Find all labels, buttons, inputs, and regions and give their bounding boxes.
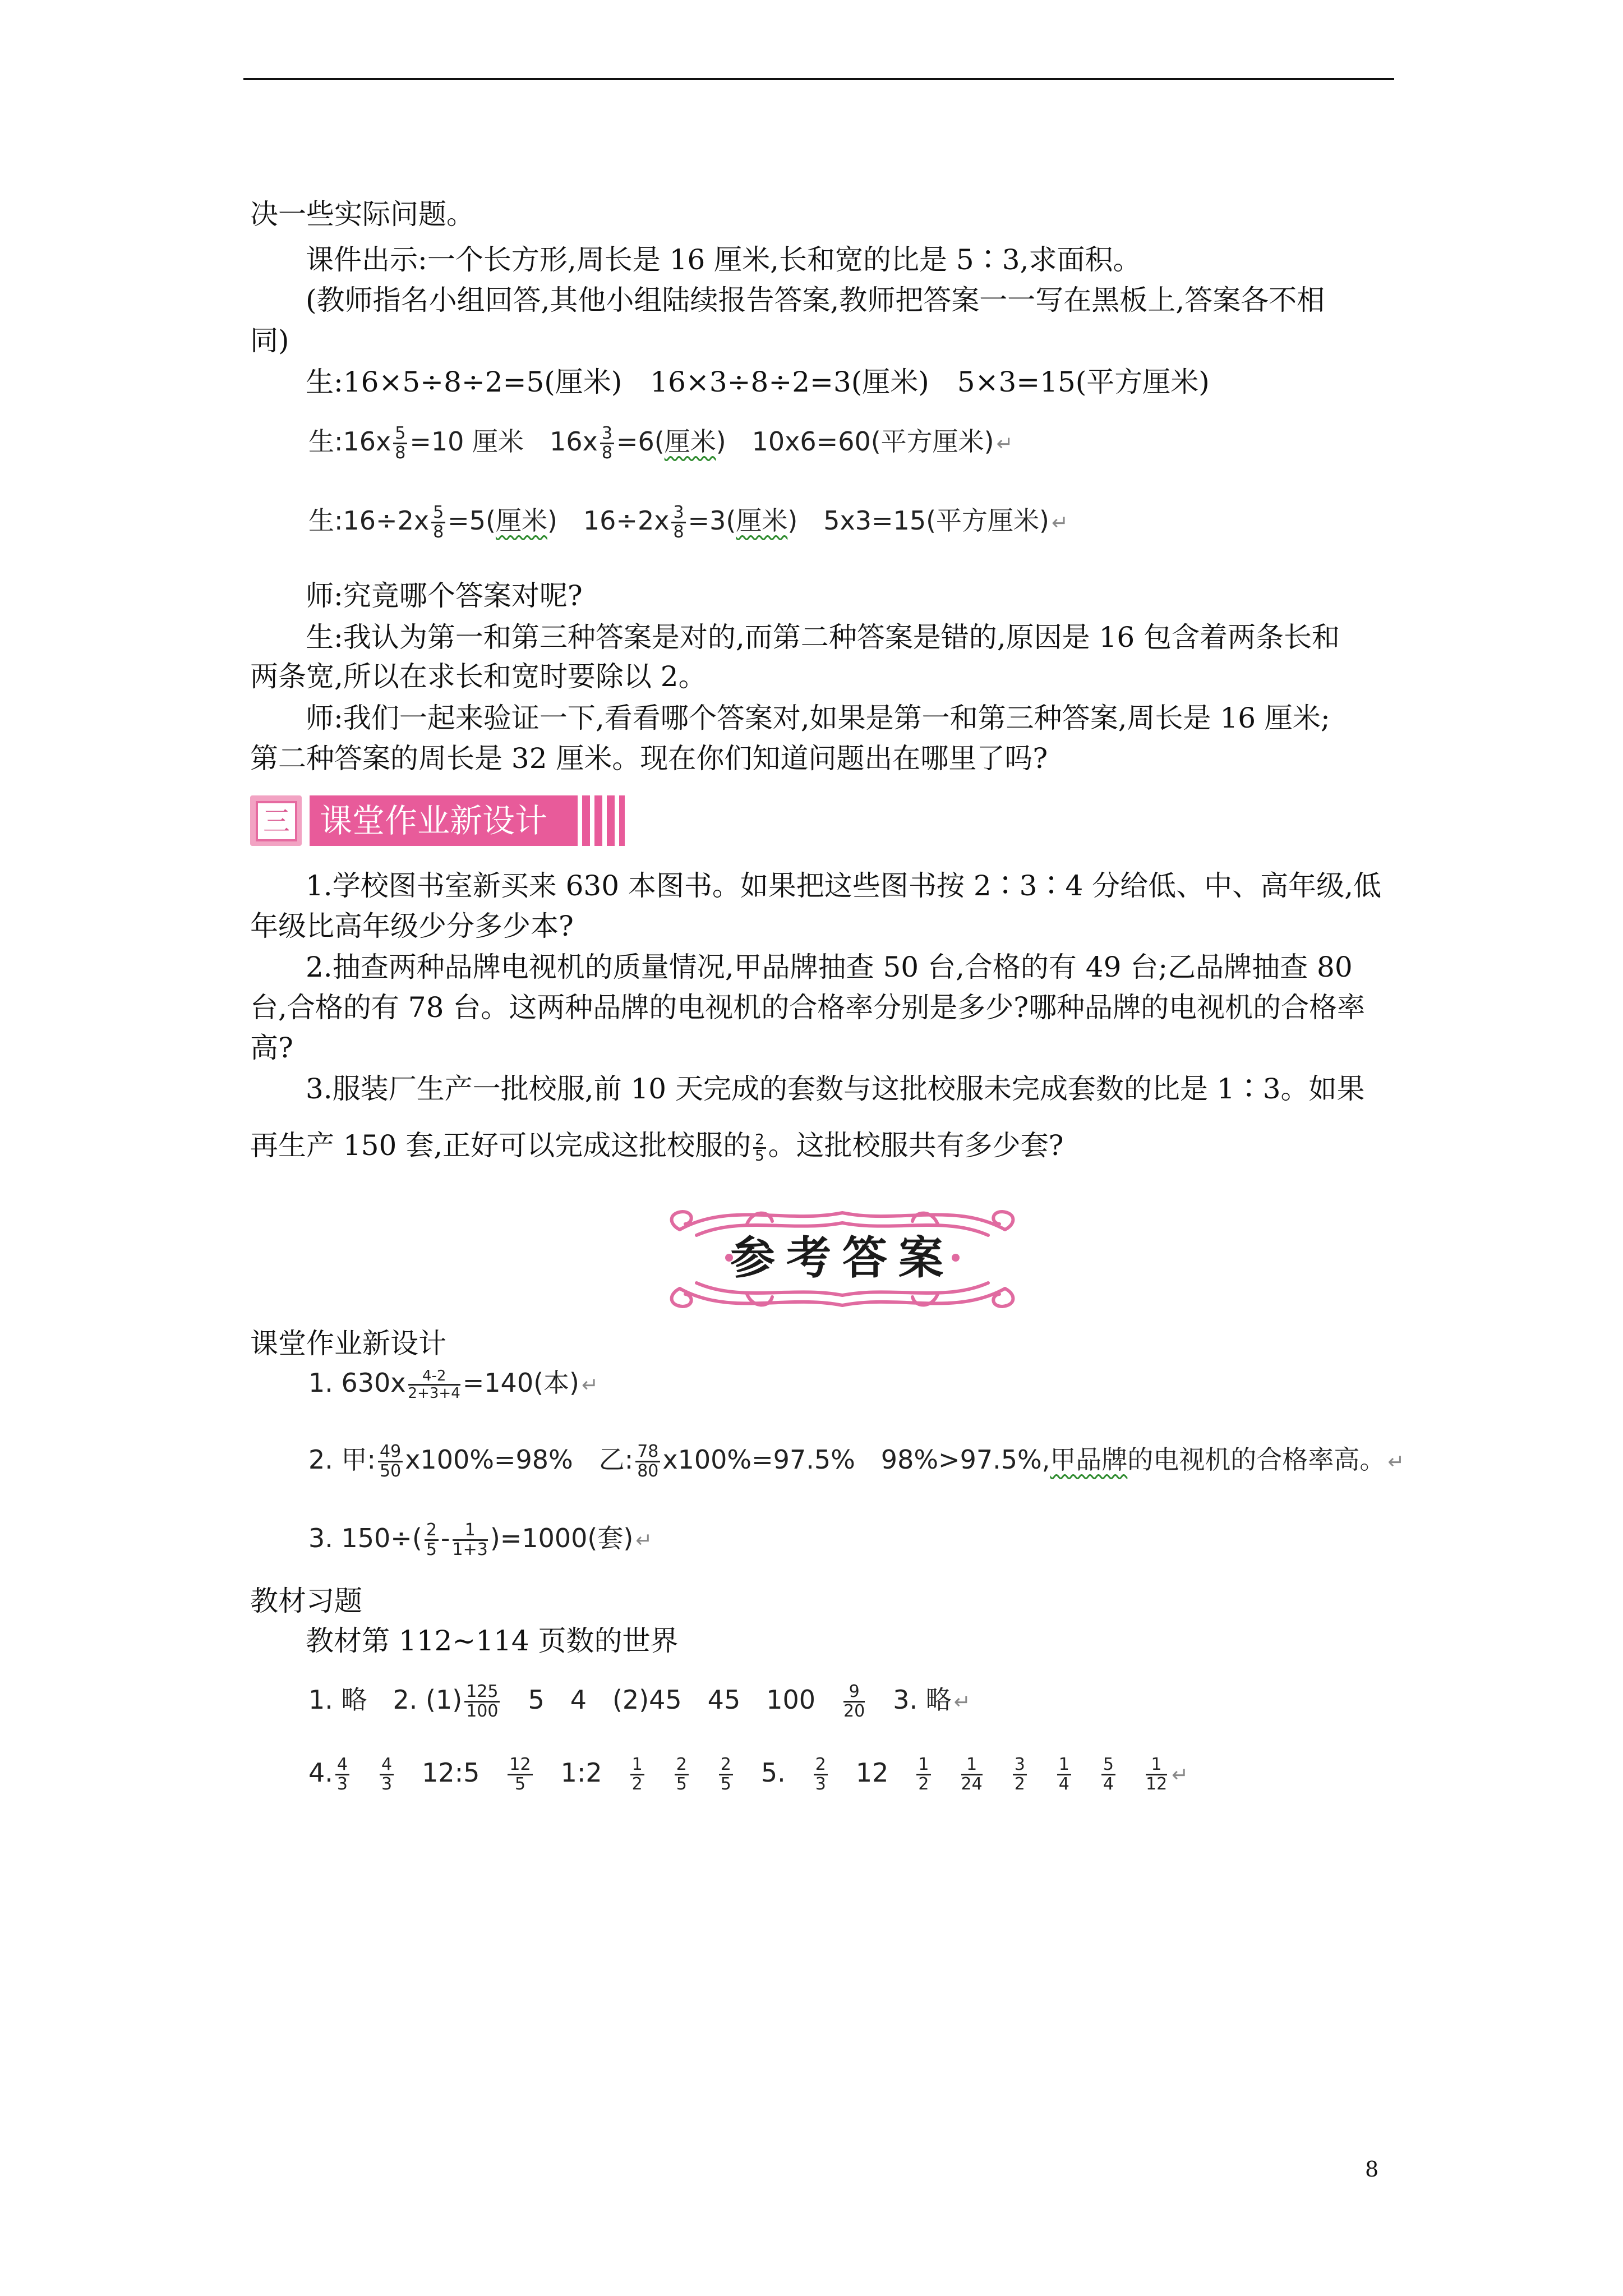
answer-row-1	[308, 1367, 598, 1401]
fraction	[916, 1756, 930, 1793]
fraction	[464, 1683, 500, 1720]
answer-text: 2. 甲:	[308, 1444, 376, 1475]
exercise-line: 高?	[250, 1032, 293, 1064]
fraction-numerator: 2	[675, 1756, 689, 1775]
fraction-denominator: 2	[918, 1774, 929, 1794]
exercise-text: 再生产 150 套,正好可以完成这批校服的	[250, 1129, 751, 1162]
fraction	[1057, 1756, 1071, 1793]
answer-text: 1:2	[560, 1757, 602, 1788]
answer-row-5	[308, 1756, 1188, 1793]
fraction-denominator: 2	[1014, 1774, 1025, 1794]
answer-banner	[663, 1190, 1022, 1325]
fraction-numerator: 9	[843, 1683, 865, 1703]
fraction	[961, 1756, 983, 1793]
answer-text: 生:16÷2x	[308, 505, 430, 536]
student-answer-image-2	[308, 504, 1068, 541]
banner-stripe	[602, 795, 607, 846]
fraction-denominator: 8	[601, 443, 612, 463]
text-line: 第二种答案的周长是 32 厘米。现在你们知道问题出在哪里了吗?	[250, 742, 1048, 775]
fraction	[508, 1756, 532, 1793]
fraction-numerator: 5	[1101, 1756, 1115, 1775]
answer-text: =6(	[616, 426, 665, 457]
fraction	[1101, 1756, 1115, 1793]
text-line: 生:16×5÷8÷2=5(厘米) 16×3÷8÷2=3(厘米) 5×3=15(平方厘米)	[306, 366, 1210, 398]
answer-text: ) 16÷2x	[547, 505, 670, 536]
answer-heading: 课堂作业新设计	[250, 1327, 446, 1360]
fraction-denominator: 50	[380, 1461, 402, 1481]
exercise-line: 2.抽查两种品牌电视机的质量情况,甲品牌抽查 50 台,合格的有 49 台;乙品牌抽查 80	[306, 951, 1353, 983]
fraction-denominator: 20	[843, 1701, 865, 1721]
fraction	[425, 1521, 439, 1559]
answer-subheading: 教材第 112~114 页数的世界	[306, 1625, 679, 1657]
fraction	[453, 1521, 488, 1559]
answer-text: =10 厘米 16x	[409, 426, 598, 457]
text-line: 生:我认为第一和第三种答案是对的,而第二种答案是错的,原因是 16 包含着两条长和	[306, 621, 1340, 654]
answer-banner-title: 参考答案	[730, 1231, 955, 1284]
fraction-numerator: 2	[719, 1756, 733, 1775]
fraction	[1146, 1756, 1167, 1793]
answer-text: 5.	[760, 1757, 786, 1788]
fraction	[671, 504, 685, 541]
answer-text: =140(本)	[462, 1368, 579, 1398]
fraction	[843, 1683, 865, 1720]
fraction-numerator: 3	[600, 425, 614, 444]
answer-items	[333, 1755, 1169, 1794]
fraction-numerator: 12	[508, 1756, 532, 1775]
fraction	[378, 1443, 403, 1480]
paragraph-mark-icon: ↵	[1387, 1451, 1405, 1474]
answer-text: 3. 150÷(	[308, 1523, 422, 1553]
fraction	[600, 425, 614, 462]
fraction-numerator: 4	[335, 1756, 349, 1775]
answer-text: )=1000(套)	[490, 1523, 634, 1553]
underlined-text: 厘米	[495, 505, 547, 536]
fraction	[675, 1756, 689, 1793]
answer-text: 的电视机的合格率高。	[1127, 1444, 1386, 1475]
exercise-line: 台,合格的有 78 台。这两种品牌的电视机的合格率分别是多少?哪种品牌的电视机的合格率	[250, 991, 1366, 1024]
answer-text: 1. 略 2. (1)	[308, 1685, 463, 1715]
paragraph-mark-icon: ↵	[953, 1691, 971, 1714]
fraction-denominator: 2	[631, 1774, 643, 1794]
header-rule	[243, 78, 1394, 80]
fraction-numerator: 2	[425, 1521, 439, 1541]
answer-text: x100%=97.5% 98%>97.5%,	[662, 1444, 1050, 1475]
fraction-denominator: 5	[514, 1774, 526, 1794]
text-line: 决一些实际问题。	[250, 198, 474, 231]
fraction-denominator: 8	[673, 522, 684, 542]
fraction-numerator: 49	[378, 1443, 403, 1462]
fraction-numerator: 1	[453, 1521, 488, 1541]
fraction-numerator: 4	[380, 1756, 394, 1775]
exercise-line	[250, 1129, 1063, 1163]
fraction-denominator: 3	[336, 1774, 348, 1794]
fraction-denominator: 80	[637, 1461, 659, 1481]
fraction	[431, 504, 445, 541]
answer-row-3	[308, 1521, 652, 1559]
fraction-denominator: 100	[466, 1701, 499, 1721]
answer-text: -	[440, 1523, 450, 1553]
student-answer-image-1	[308, 425, 1013, 462]
exercise-line: 年级比高年级少分多少本?	[250, 910, 574, 942]
fraction-denominator: 5	[676, 1774, 687, 1794]
answer-text: 4.	[308, 1757, 333, 1788]
fraction-denominator: 4	[1103, 1774, 1114, 1794]
fraction	[635, 1443, 660, 1480]
banner-stripe	[615, 795, 619, 846]
underlined-text: 厘米	[664, 426, 716, 457]
fraction-numerator: 125	[464, 1683, 500, 1703]
answer-text: 12	[855, 1757, 889, 1788]
paragraph-mark-icon: ↵	[1172, 1764, 1189, 1787]
section-number-box	[250, 795, 302, 846]
fraction-denominator: 5	[720, 1774, 731, 1794]
section-banner	[250, 795, 625, 846]
fraction-denominator: 5	[426, 1540, 437, 1559]
fraction	[335, 1756, 349, 1793]
section-number: 三	[256, 801, 297, 841]
answer-row-2	[308, 1443, 1405, 1480]
text-line: 两条宽,所以在求长和宽时要除以 2。	[250, 660, 707, 693]
text-line: (教师指名小组回答,其他小组陆续报告答案,教师把答案一一写在黑板上,答案各不相	[306, 284, 1325, 316]
fraction-numerator: 1	[916, 1756, 930, 1775]
underlined-text: 甲品牌	[1050, 1444, 1128, 1475]
fraction	[753, 1133, 766, 1163]
text-line: 师:究竟哪个答案对呢?	[306, 579, 583, 612]
fraction-denominator: 1+3	[452, 1540, 488, 1559]
text-line: 同)	[250, 324, 289, 357]
fraction-numerator: 3	[671, 504, 685, 523]
text-line: 课件出示:一个长方形,周长是 16 厘米,长和宽的比是 5∶3,求面积。	[306, 243, 1141, 276]
fraction-numerator: 4-2	[408, 1368, 460, 1386]
paragraph-mark-icon: ↵	[996, 432, 1013, 455]
fraction-numerator: 1	[630, 1756, 644, 1775]
paragraph-mark-icon: ↵	[1051, 512, 1069, 535]
answer-text: =3(	[688, 505, 736, 536]
exercise-line: 3.服装厂生产一批校服,前 10 天完成的套数与这批校服未完成套数的比是 1∶3。如果	[306, 1073, 1365, 1105]
fraction-denominator: 4	[1058, 1774, 1069, 1794]
fraction-numerator: 3	[1013, 1756, 1027, 1775]
banner-stripe	[590, 795, 594, 846]
fraction-denominator: 8	[433, 522, 444, 542]
fraction-denominator: 2+3+4	[408, 1385, 460, 1402]
fraction-denominator: 12	[1145, 1774, 1168, 1794]
fraction-denominator: 5	[755, 1147, 764, 1165]
underlined-text: 厘米	[736, 505, 788, 536]
fraction	[630, 1756, 644, 1793]
answer-text: ) 10x6=60(平方厘米)	[716, 426, 994, 457]
answer-text: =5(	[448, 505, 496, 536]
banner-stripe	[578, 795, 582, 846]
paragraph-mark-icon: ↵	[582, 1374, 599, 1397]
answer-text: ) 5x3=15(平方厘米)	[787, 505, 1049, 536]
fraction-numerator: 5	[393, 425, 407, 444]
answer-text: 12:5	[422, 1757, 480, 1788]
fraction-denominator: 24	[961, 1774, 983, 1794]
fraction	[380, 1756, 394, 1793]
paragraph-mark-icon: ↵	[635, 1529, 653, 1552]
page-number: 8	[1365, 2157, 1379, 2182]
fraction	[1013, 1756, 1027, 1793]
answer-row-4	[308, 1683, 971, 1720]
fraction-numerator: 78	[635, 1443, 660, 1462]
answer-text: 5 4 (2)45 45 100	[502, 1685, 842, 1715]
fraction	[814, 1756, 828, 1793]
answer-text: 生:16x	[308, 426, 391, 457]
fraction	[393, 425, 407, 462]
answer-heading: 教材习题	[250, 1585, 362, 1617]
fraction-numerator: 2	[814, 1756, 828, 1775]
fraction-numerator: 5	[431, 504, 445, 523]
text-line: 师:我们一起来验证一下,看看哪个答案对,如果是第一和第三种答案,周长是 16 厘米;	[306, 702, 1330, 734]
answer-text: 1. 630x	[308, 1368, 406, 1398]
section-title-bar	[310, 795, 625, 846]
exercise-text: 。这批校服共有多少套?	[768, 1129, 1064, 1162]
fraction-denominator: 3	[381, 1774, 393, 1794]
fraction-denominator: 8	[395, 443, 406, 463]
fraction	[719, 1756, 733, 1793]
fraction-numerator: 1	[1146, 1756, 1167, 1775]
section-title: 课堂作业新设计	[320, 802, 548, 840]
fraction-denominator: 3	[815, 1774, 826, 1794]
fraction-numerator: 1	[961, 1756, 983, 1775]
exercise-line: 1.学校图书室新买来 630 本图书。如果把这些图书按 2∶3∶4 分给低、中、高年级,低	[306, 869, 1382, 902]
fraction-numerator: 2	[753, 1133, 766, 1149]
fraction	[408, 1368, 460, 1401]
answer-text: 3. 略	[867, 1685, 952, 1715]
answer-text: x100%=98% 乙:	[405, 1444, 634, 1475]
fraction-numerator: 1	[1057, 1756, 1071, 1775]
